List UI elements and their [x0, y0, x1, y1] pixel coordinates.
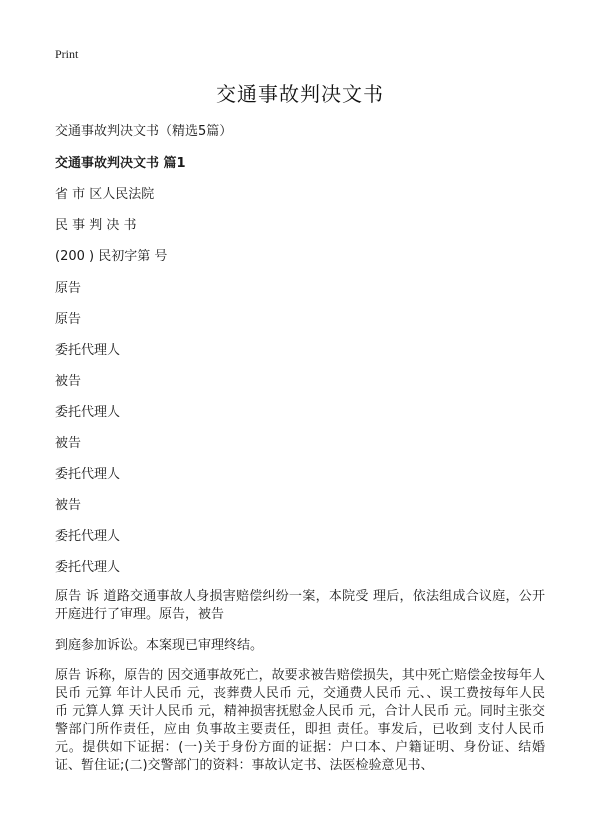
paragraph-intro: 原告 诉 道路交通事故人身损害赔偿纠纷一案，本院受 理后，依法组成合议庭，公开开庭进行了审理。原告，被告: [55, 589, 545, 622]
party-line: 委托代理人: [55, 560, 121, 575]
court-name: 省 市 区人民法院: [55, 187, 155, 202]
party-line: 被告: [55, 374, 82, 389]
party-line: 委托代理人: [55, 343, 121, 358]
paragraph-claims: 原告 诉称，原告的 因交通事故死亡，故要求被告赔偿损失，其中死亡赔偿金按每年人民币 元算 年计人民币 元，丧葬费人民币 元，交通费人民币 元、、误工费按每年人民币 元算人算 天计人民币 元，精神损害抚慰金人民币 元，合计人民币 元。同时主张交警部门所作责任，应由 负事故主要责任，即担 责任。事发后，已收到 支付人民币 元。提供如下证据：(一)关于身份方面的证据：户口本、户籍证明、身份证、结婚证、暂住证;(二)交警部门的资料：事故认定书、法医检验意见书、: [55, 668, 545, 773]
case-number: (200 ) 民初字第 号: [55, 249, 168, 264]
party-line: 委托代理人: [55, 529, 121, 544]
judgment-type: 民 事 判 决 书: [55, 218, 137, 233]
party-line: 委托代理人: [55, 405, 121, 420]
party-line: 被告: [55, 436, 82, 451]
party-line: 被告: [55, 498, 82, 513]
party-line: 委托代理人: [55, 467, 121, 482]
party-line: 原告: [55, 281, 82, 296]
party-line: 原告: [55, 312, 82, 327]
paragraph-attendance: 到庭参加诉讼。本案现已审理终结。: [55, 638, 264, 653]
document-title: 交通事故判决文书: [216, 82, 384, 106]
document-subtitle: 交通事故判决文书（精选5篇）: [55, 124, 233, 139]
section-heading: 交通事故判决文书 篇1: [55, 156, 186, 171]
print-label: Print: [55, 47, 79, 61]
